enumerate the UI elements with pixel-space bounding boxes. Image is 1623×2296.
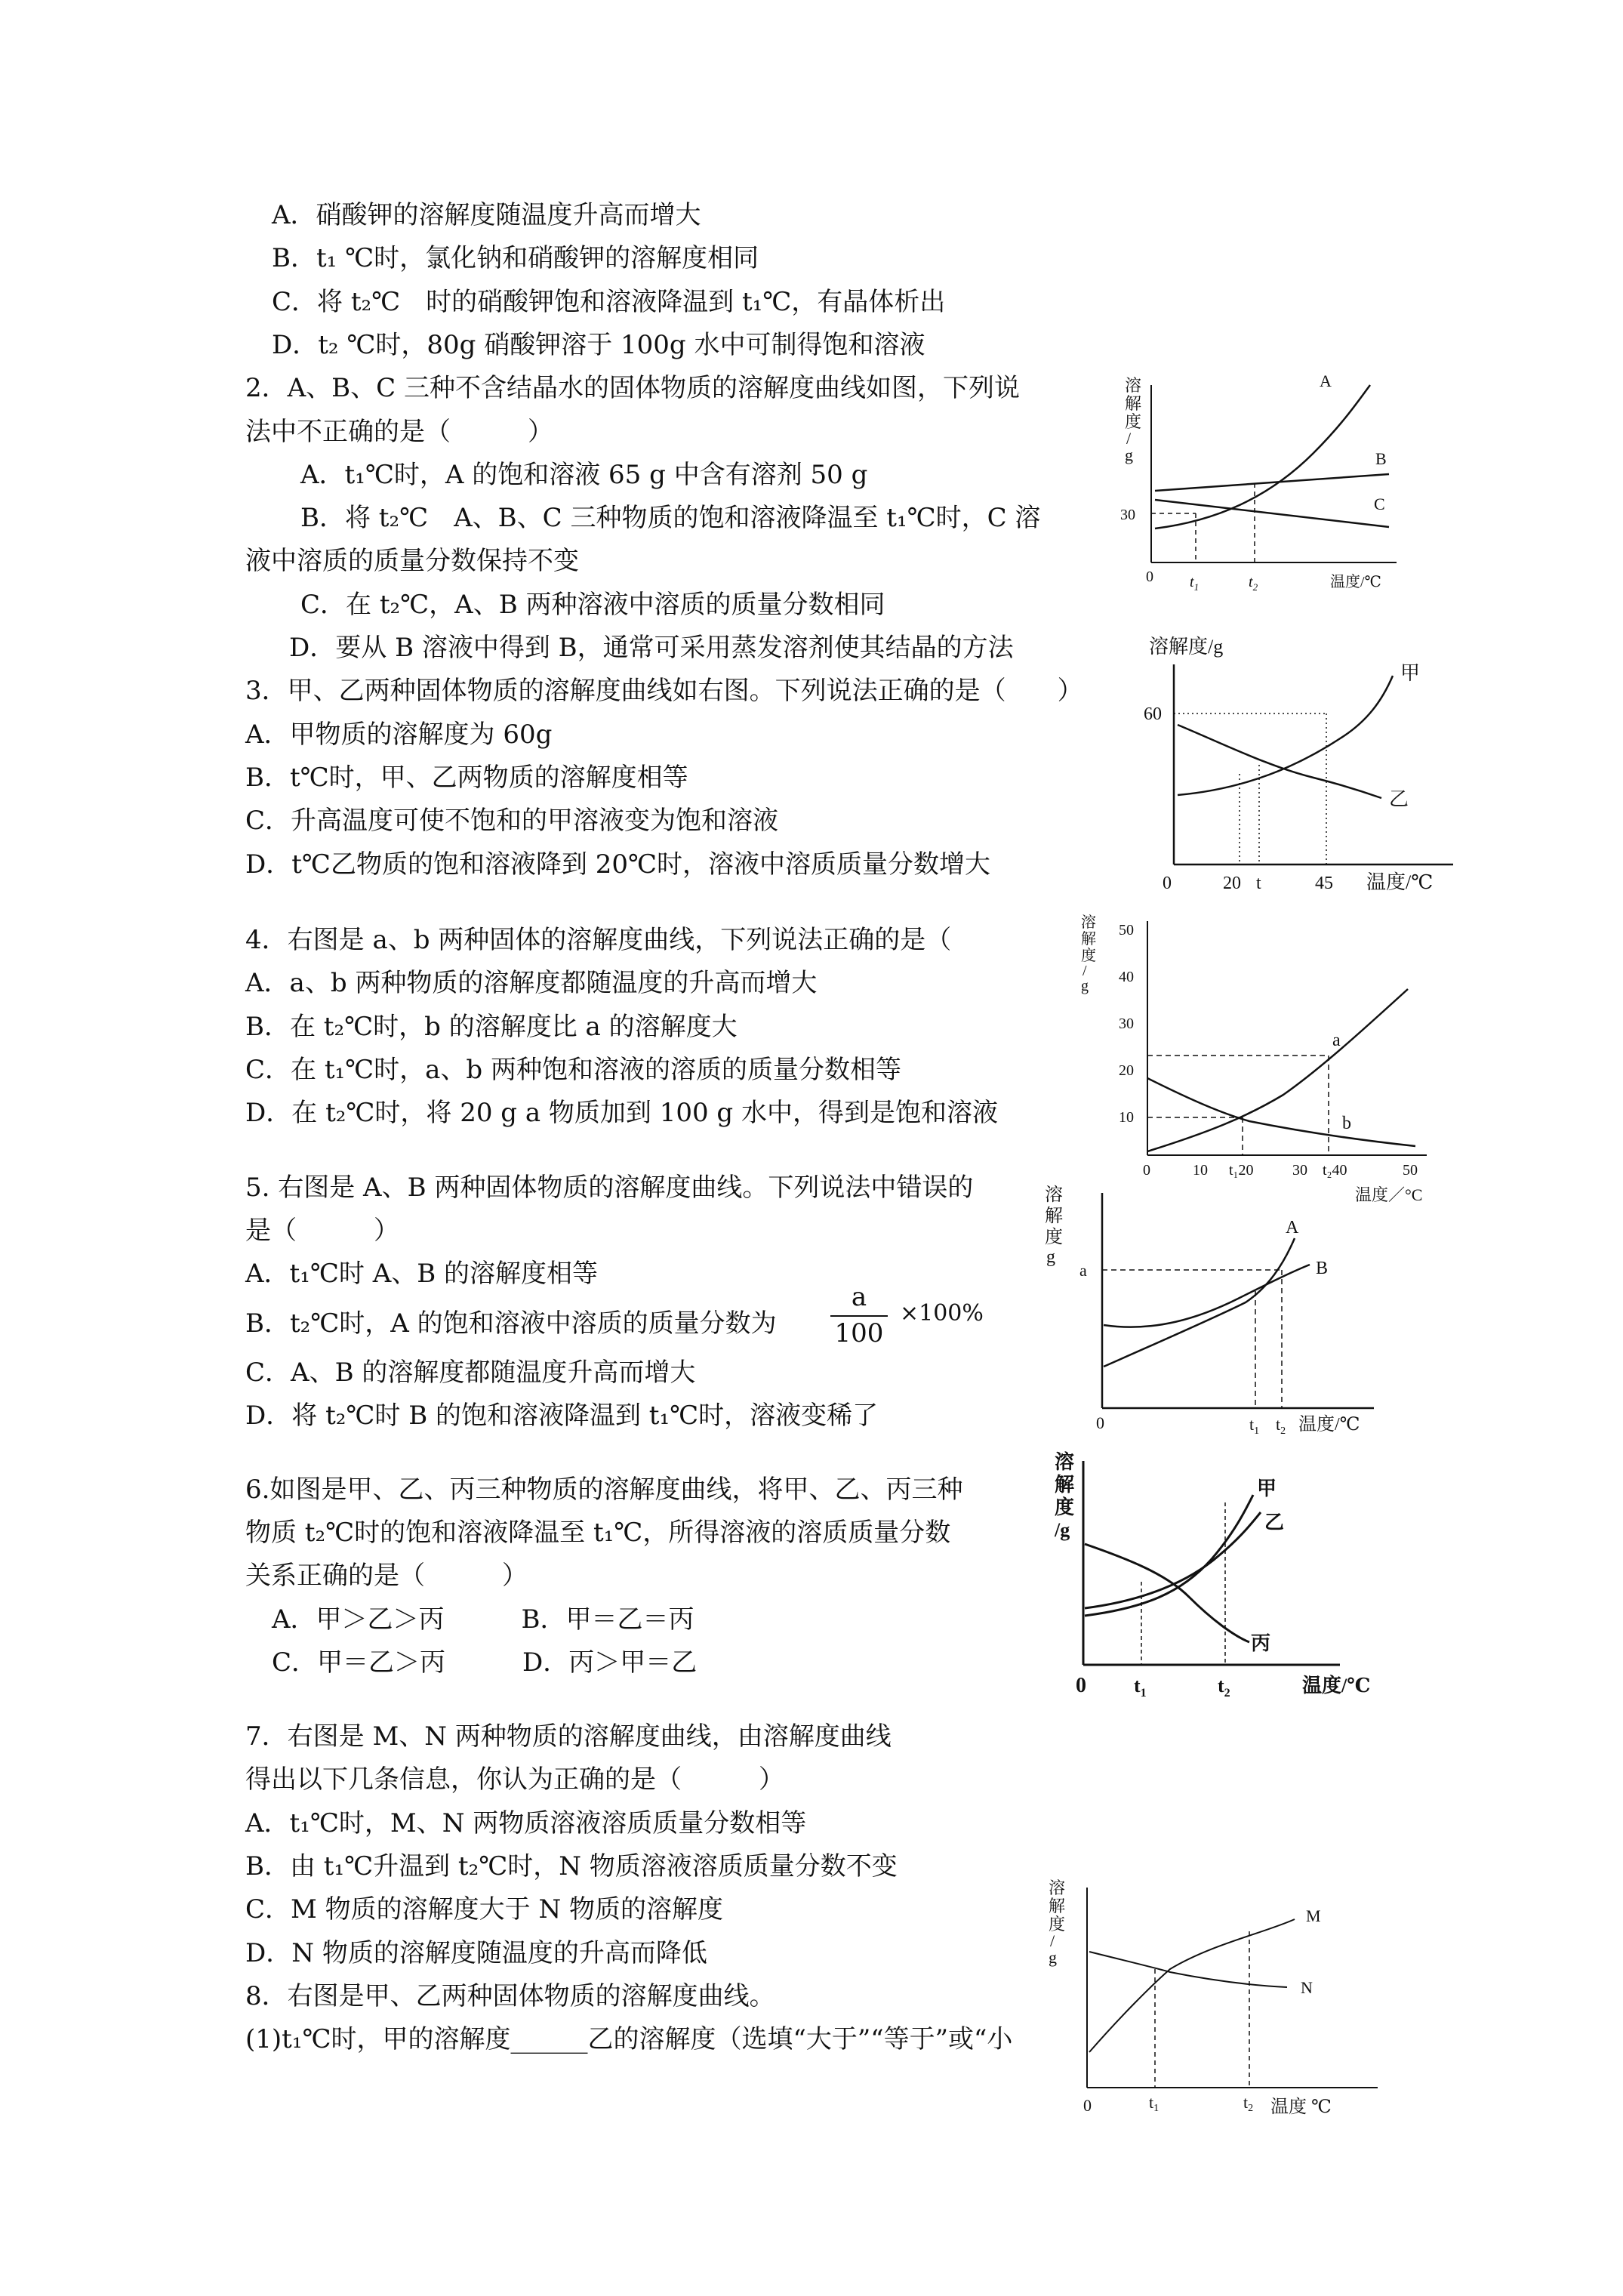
svg-text:解: 解 (1125, 394, 1142, 413)
graph-q3-jia-yi (1132, 630, 1464, 902)
tick-45: 45 (1315, 874, 1333, 893)
question-line: 法中不正确的是（ ） (245, 417, 553, 447)
question-line: D．N 物质的溶解度随温度的升高而降低 (245, 1938, 707, 1968)
svg-text:0: 0 (1143, 1162, 1150, 1179)
question-line: 液中溶质的质量分数保持不变 (245, 546, 579, 576)
svg-text:解: 解 (1049, 1897, 1066, 1915)
svg-text:度: 度 (1125, 412, 1142, 431)
graph-q4-a-b (1072, 906, 1480, 1208)
fraction-bar (830, 1315, 888, 1317)
question-line: D．在 t₂℃时，将 20 g a 物质加到 100 g 水中，得到是饱和溶液 (245, 1098, 999, 1128)
svg-text:/g: /g (1055, 1519, 1070, 1541)
curve-jia (1178, 676, 1393, 795)
question-line: C．升高温度可使不饱和的甲溶液变为饱和溶液 (245, 806, 779, 836)
origin-label: 0 (1163, 874, 1172, 893)
svg-text:解: 解 (1045, 1207, 1063, 1226)
y-axis-label (1081, 914, 1096, 994)
svg-text:度: 度 (1045, 1228, 1063, 1247)
question-line: 6.如图是甲、乙、丙三种物质的溶解度曲线，将甲、乙、丙三种 (245, 1475, 963, 1505)
label-yi: 乙 (1264, 1512, 1285, 1533)
graph-q2-abc-curves (1117, 370, 1404, 604)
curve-b (1104, 1265, 1310, 1327)
tick-60: 60 (1144, 704, 1162, 724)
question-line: D．要从 B 溶液中得到 B，通常可采用蒸发溶剂使其结晶的方法 (289, 633, 1014, 663)
question-line: 是（ ） (245, 1216, 399, 1246)
label-jia: 甲 (1257, 1478, 1277, 1499)
curve-a (1104, 1238, 1295, 1367)
svg-text:t₂40: t₂40 (1323, 1162, 1347, 1179)
svg-text:g: g (1125, 445, 1133, 464)
svg-text:度: 度 (1081, 948, 1096, 964)
label-bing: 丙 (1251, 1632, 1271, 1654)
tick-30: 30 (1120, 507, 1135, 523)
fraction-suffix: ×100% (900, 1300, 984, 1327)
svg-text:度: 度 (1055, 1496, 1075, 1518)
label-a: a (1332, 1031, 1341, 1050)
label-c: C (1374, 495, 1385, 513)
question-line: B．在 t₂℃时，b 的溶解度比 a 的溶解度大 (245, 1012, 738, 1042)
question-line: B．由 t₁℃升温到 t₂℃时，N 物质溶液溶质质量分数不变 (245, 1851, 898, 1881)
graph-q5-a-b (1042, 1178, 1449, 1450)
svg-text:g: g (1081, 978, 1089, 994)
svg-text:度: 度 (1049, 1915, 1066, 1934)
svg-text:解: 解 (1081, 931, 1096, 948)
question-line: 4．右图是 a、b 两种固体的溶解度曲线，下列说法正确的是（ (245, 925, 952, 955)
svg-text:30: 30 (1292, 1162, 1307, 1179)
label-jia: 甲 (1400, 662, 1421, 684)
y-ticks (1119, 922, 1134, 1126)
origin-label: 0 (1076, 1674, 1086, 1697)
question-line: 8．右图是甲、乙两种固体物质的溶解度曲线。 (245, 1981, 775, 2011)
question-line: A．t₁℃时，M、N 两物质溶液溶质质量分数相等 (245, 1808, 807, 1838)
label-b: b (1342, 1114, 1351, 1133)
y-axis-label (1054, 1450, 1074, 1541)
tick-t1: $t_1$ (1190, 574, 1200, 593)
tick-a: a (1079, 1261, 1087, 1280)
label-b: B (1375, 449, 1387, 468)
question-line: D．t℃乙物质的饱和溶液降到 20℃时，溶液中溶质质量分数增大 (245, 849, 991, 880)
label-m: M (1306, 1906, 1321, 1925)
tick-t2: $t_2$ (1249, 574, 1258, 593)
tick-t1: $t_1$ (1249, 1415, 1260, 1437)
question-line: B．t₂℃时，A 的饱和溶液中溶质的质量分数为 (245, 1308, 777, 1339)
question-line: A．t₁℃时，A 的饱和溶液 65 g 中含有溶剂 50 g (300, 460, 868, 490)
tick-t2: t2 (1243, 2093, 1254, 2114)
question-line: C．甲＝乙＞丙 D．丙＞甲＝乙 (272, 1647, 698, 1678)
y-axis-label (1049, 1878, 1065, 1967)
question-line: B．t₁ ℃时，氯化钠和硝酸钾的溶解度相同 (272, 243, 759, 273)
question-line: 3．甲、乙两种固体物质的溶解度曲线如右图。下列说法正确的是（ ） (245, 676, 1083, 706)
question-line: 得出以下几条信息，你认为正确的是（ ） (245, 1764, 784, 1795)
svg-text:40: 40 (1119, 969, 1134, 985)
label-yi: 乙 (1389, 788, 1409, 810)
x-axis-label: 温度/℃ (1302, 1675, 1371, 1697)
svg-text:解: 解 (1055, 1474, 1075, 1496)
fraction-numerator: a (851, 1282, 867, 1312)
question-line: B．t℃时，甲、乙两物质的溶解度相等 (245, 763, 688, 793)
svg-text:g: g (1049, 1948, 1057, 1967)
question-line: 7．右图是 M、N 两种物质的溶解度曲线，由溶解度曲线 (245, 1721, 892, 1752)
curve-a (1155, 385, 1370, 529)
label-a: A (1320, 371, 1332, 390)
tick-t: t (1256, 874, 1261, 893)
question-line: A．硝酸钾的溶解度随温度升高而增大 (272, 200, 701, 230)
question-line: C．在 t₁℃时，a、b 两种饱和溶液的溶质的质量分数相等 (245, 1055, 901, 1085)
label-b: B (1316, 1259, 1329, 1278)
question-line: C．M 物质的溶解度大于 N 物质的溶解度 (245, 1894, 723, 1925)
svg-text:10: 10 (1193, 1162, 1208, 1179)
x-axis-label: 温度 ℃ (1270, 2097, 1332, 2117)
question-line: A．甲物质的溶解度为 60g (245, 720, 553, 750)
question-line: 关系正确的是（ ） (245, 1561, 528, 1591)
svg-text:10: 10 (1119, 1109, 1134, 1126)
origin-label: 0 (1083, 2096, 1092, 2115)
question-line: A．a、b 两种物质的溶解度都随温度的升高而增大 (245, 968, 818, 998)
tick-t2: $t_2$ (1218, 1675, 1230, 1700)
tick-20: 20 (1223, 874, 1241, 893)
origin-label: 0 (1146, 569, 1153, 585)
svg-text:30: 30 (1119, 1015, 1134, 1032)
y-axis-label (1125, 376, 1141, 464)
y-axis-label (1045, 1185, 1063, 1267)
x-axis-label: 温度/℃ (1298, 1415, 1360, 1435)
fraction-denominator: 100 (834, 1318, 884, 1348)
tick-t2: $t_2$ (1276, 1415, 1286, 1437)
label-n: N (1301, 1978, 1313, 1997)
x-axis-label: 温度／°C (1355, 1185, 1423, 1204)
question-line: D．将 t₂℃时 B 的饱和溶液降温到 t₁℃时，溶液变稀了 (245, 1401, 879, 1431)
svg-text:/: / (1083, 963, 1087, 979)
curve-n (1089, 1952, 1287, 1987)
svg-text:t₁20: t₁20 (1229, 1162, 1254, 1179)
svg-text:溶: 溶 (1045, 1185, 1063, 1205)
svg-text:g: g (1046, 1247, 1055, 1267)
x-axis-label: 温度/℃ (1366, 871, 1434, 893)
curve-jia (1085, 1495, 1253, 1616)
question-line: C．将 t₂℃ 时的硝酸钾饱和溶液降温到 t₁℃，有晶体析出 (272, 287, 946, 317)
question-line: C．在 t₂℃，A、B 两种溶液中溶质的质量分数相同 (300, 590, 885, 620)
y-axis-label: 溶解度/g (1149, 636, 1224, 658)
question-line: B．将 t₂℃ A、B、C 三种物质的饱和溶液降温至 t₁℃时，C 溶 (300, 503, 1041, 533)
svg-text:50: 50 (1403, 1162, 1418, 1179)
svg-text:溶: 溶 (1081, 914, 1096, 931)
question-line: (1)t₁℃时，甲的溶解度______乙的溶解度（选填“大于”“等于”或“小 (245, 2024, 1013, 2054)
graph-q7-m-n (1046, 1872, 1400, 2122)
x-ticks (1143, 1162, 1418, 1179)
svg-text:50: 50 (1119, 922, 1134, 938)
curve-b (1147, 1078, 1415, 1146)
question-line: 2．A、B、C 三种不含结晶水的固体物质的溶解度曲线如图，下列说 (245, 373, 1020, 403)
curve-b (1155, 474, 1389, 491)
question-line: 物质 t₂℃时的饱和溶液降温至 t₁℃，所得溶液的溶质质量分数 (245, 1518, 951, 1548)
svg-text:/: / (1126, 429, 1132, 448)
svg-text:20: 20 (1119, 1062, 1134, 1079)
svg-text:溶: 溶 (1125, 376, 1142, 395)
question-line: A．甲＞乙＞丙 B．甲＝乙＝丙 (272, 1604, 694, 1635)
tick-t1: t1 (1149, 2093, 1160, 2114)
svg-text:溶: 溶 (1049, 1878, 1066, 1897)
question-line: A．t₁℃时 A、B 的溶解度相等 (245, 1259, 599, 1289)
question-line: C．A、B 的溶解度都随温度升高而增大 (245, 1358, 696, 1388)
curve-yi (1178, 725, 1381, 798)
svg-text:溶: 溶 (1055, 1451, 1075, 1473)
graph-q6-jia-yi-bing (1053, 1446, 1415, 1718)
x-axis-label: 温度/℃ (1330, 574, 1381, 590)
question-line: D．t₂ ℃时，80g 硝酸钾溶于 100g 水中可制得饱和溶液 (272, 330, 925, 360)
tick-t1: $t_1$ (1134, 1675, 1147, 1700)
svg-text:/: / (1050, 1931, 1055, 1950)
origin-label: 0 (1096, 1413, 1104, 1432)
question-line: 5. 右图是 A、B 两种固体物质的溶解度曲线。下列说法中错误的 (245, 1173, 974, 1203)
label-a: A (1286, 1218, 1299, 1237)
